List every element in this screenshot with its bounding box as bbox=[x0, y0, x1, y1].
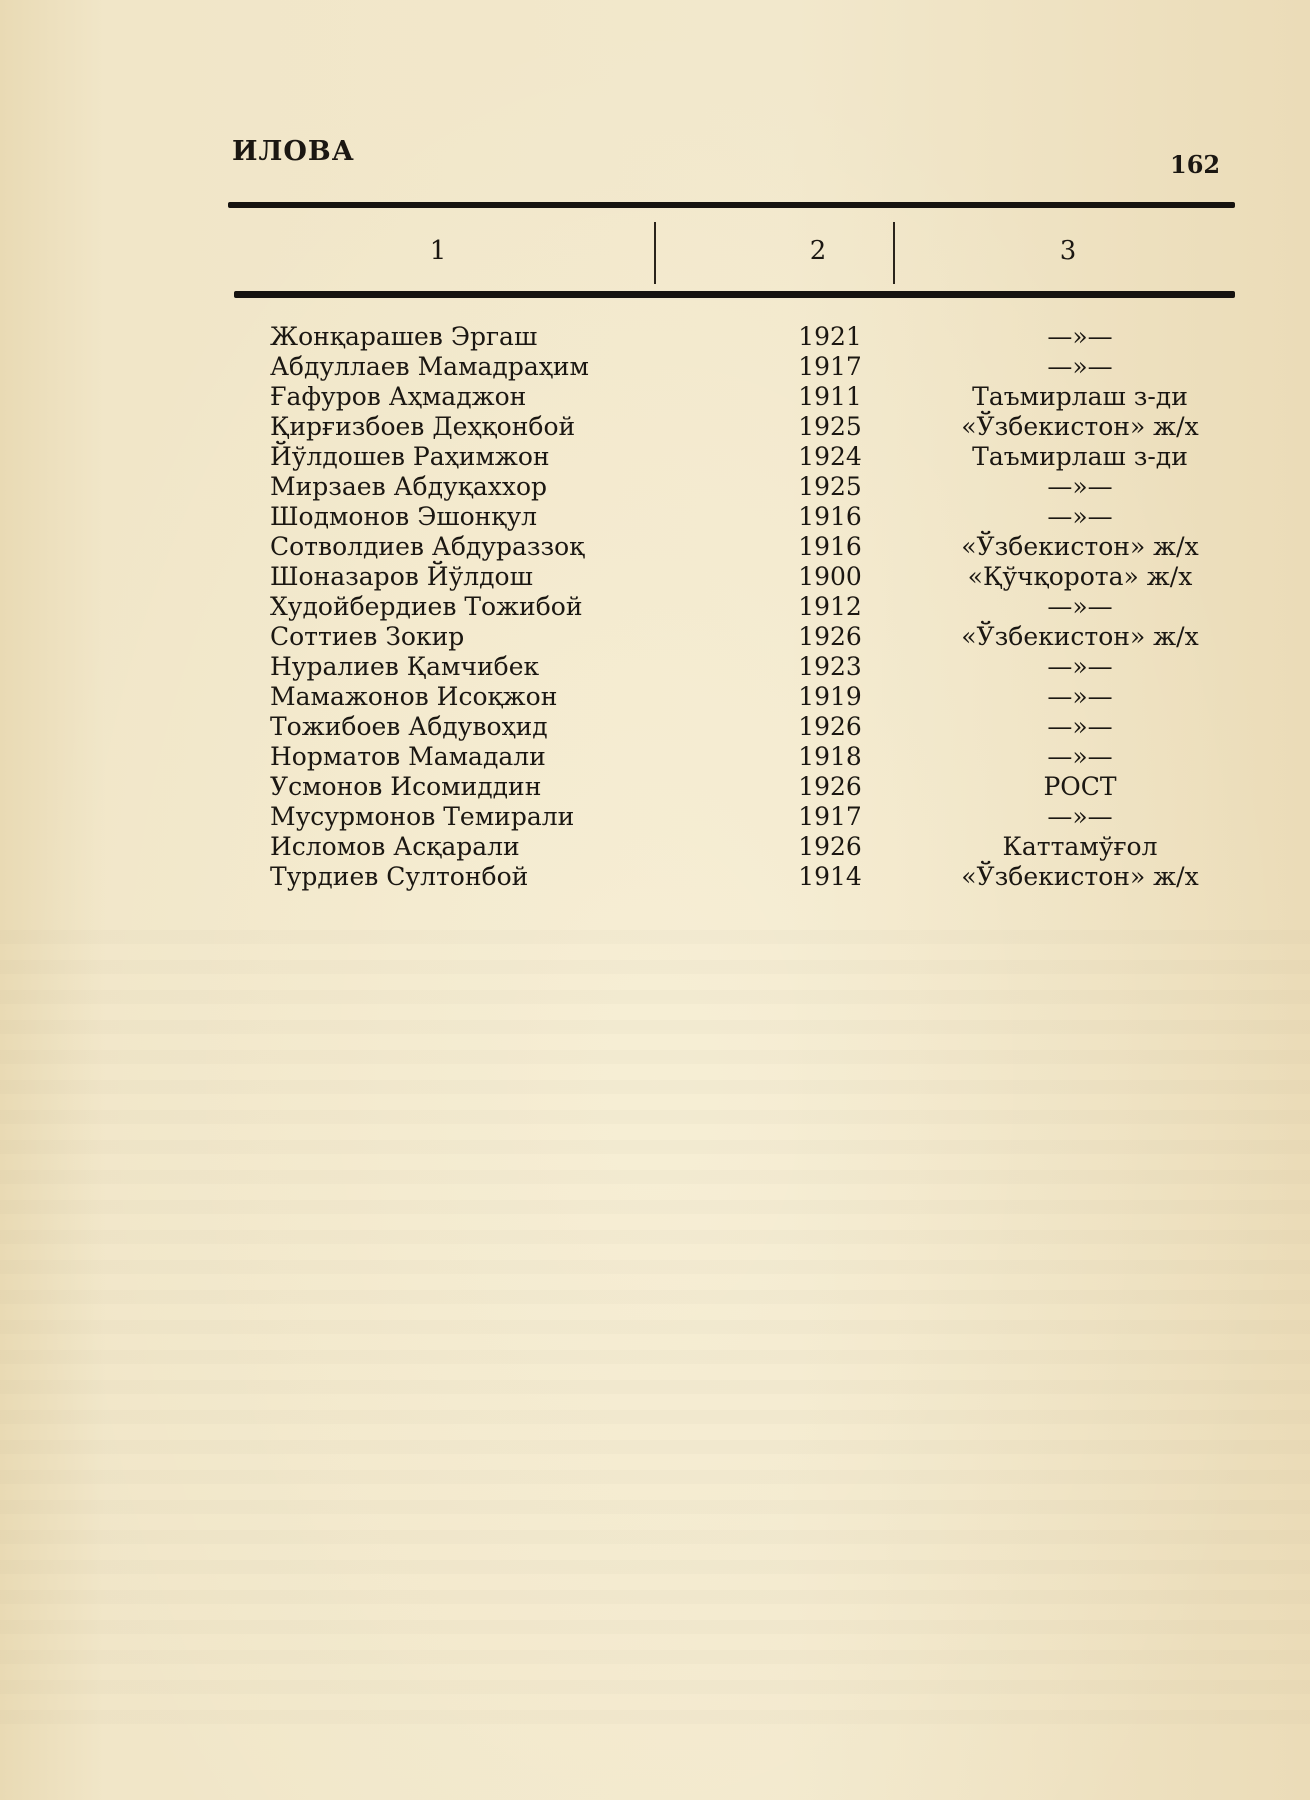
workplace: —»— bbox=[1047, 352, 1113, 381]
workplace: «Ўзбекистон» ж/х bbox=[961, 532, 1199, 561]
table-row bbox=[0, 352, 1310, 382]
person-name: Абдуллаев Мамадраҳим bbox=[270, 352, 589, 381]
table-row bbox=[0, 862, 1310, 892]
birth-year: 1900 bbox=[798, 562, 862, 591]
person-name: Исломов Асқарали bbox=[270, 832, 520, 861]
person-name: Усмонов Исомиддин bbox=[270, 772, 542, 801]
table-row bbox=[0, 532, 1310, 562]
workplace: —»— bbox=[1047, 712, 1113, 741]
table-row bbox=[0, 772, 1310, 802]
table-row bbox=[0, 592, 1310, 622]
column-divider bbox=[893, 222, 895, 284]
table-row bbox=[0, 322, 1310, 352]
workplace: «Қўчқорота» ж/х bbox=[967, 562, 1193, 591]
workplace: Таъмирлаш з-ди bbox=[972, 442, 1188, 471]
table-top-rule bbox=[228, 202, 1235, 208]
person-name: Мусурмонов Темирали bbox=[270, 802, 575, 831]
column-header-3: 3 bbox=[1059, 236, 1077, 266]
birth-year: 1919 bbox=[798, 682, 862, 711]
table-row bbox=[0, 472, 1310, 502]
birth-year: 1926 bbox=[798, 832, 862, 861]
table-row bbox=[0, 742, 1310, 772]
workplace: РОСТ bbox=[1043, 772, 1117, 801]
workplace: Таъмирлаш з-ди bbox=[972, 382, 1188, 411]
bleed-through-texture bbox=[0, 930, 1310, 1730]
birth-year: 1925 bbox=[798, 412, 862, 441]
birth-year: 1926 bbox=[798, 772, 862, 801]
table-row bbox=[0, 442, 1310, 472]
column-divider bbox=[654, 222, 656, 284]
person-name: Йўлдошев Раҳимжон bbox=[270, 442, 550, 471]
person-name: Соттиев Зокир bbox=[270, 622, 465, 651]
workplace: «Ўзбекистон» ж/х bbox=[961, 862, 1199, 891]
table-body bbox=[0, 322, 1310, 892]
person-name: Шоназаров Йўлдош bbox=[270, 562, 533, 591]
birth-year: 1921 bbox=[798, 322, 862, 351]
workplace: —»— bbox=[1047, 682, 1113, 711]
workplace: «Ўзбекистон» ж/х bbox=[961, 412, 1199, 441]
workplace: —»— bbox=[1047, 592, 1113, 621]
person-name: Жонқарашев Эргаш bbox=[270, 322, 538, 351]
table-header-rule bbox=[234, 291, 1235, 298]
workplace: «Ўзбекистон» ж/х bbox=[961, 622, 1199, 651]
page-number: 162 bbox=[1170, 150, 1221, 179]
workplace: —»— bbox=[1047, 652, 1113, 681]
workplace: —»— bbox=[1047, 802, 1113, 831]
person-name: Мамажонов Исоқжон bbox=[270, 682, 558, 711]
birth-year: 1912 bbox=[798, 592, 862, 621]
workplace: —»— bbox=[1047, 742, 1113, 771]
birth-year: 1911 bbox=[798, 382, 862, 411]
birth-year: 1926 bbox=[798, 712, 862, 741]
person-name: Мирзаев Абдуқаххор bbox=[270, 472, 548, 501]
table-row bbox=[0, 682, 1310, 712]
person-name: Шодмонов Эшонқул bbox=[270, 502, 538, 531]
workplace: —»— bbox=[1047, 472, 1113, 501]
birth-year: 1916 bbox=[798, 532, 862, 561]
birth-year: 1914 bbox=[798, 862, 862, 891]
person-name: Қирғизбоев Деҳқонбой bbox=[270, 412, 576, 441]
birth-year: 1924 bbox=[798, 442, 862, 471]
table-row bbox=[0, 802, 1310, 832]
person-name: Тожибоев Абдувоҳид bbox=[270, 712, 548, 741]
birth-year: 1917 bbox=[798, 352, 862, 381]
running-head: ИЛОВА bbox=[232, 136, 355, 167]
table-row bbox=[0, 562, 1310, 592]
person-name: Сотволдиев Абдураззоқ bbox=[270, 532, 585, 561]
birth-year: 1918 bbox=[798, 742, 862, 771]
table-row bbox=[0, 832, 1310, 862]
column-header-1: 1 bbox=[429, 236, 447, 266]
person-name: Ғафуров Аҳмаджон bbox=[270, 382, 527, 411]
birth-year: 1923 bbox=[798, 652, 862, 681]
table-row bbox=[0, 382, 1310, 412]
table-row bbox=[0, 622, 1310, 652]
table-row bbox=[0, 652, 1310, 682]
birth-year: 1925 bbox=[798, 472, 862, 501]
workplace: Каттамўғол bbox=[1002, 832, 1158, 861]
person-name: Норматов Мамадали bbox=[270, 742, 546, 771]
table-row bbox=[0, 712, 1310, 742]
birth-year: 1926 bbox=[798, 622, 862, 651]
person-name: Нуралиев Қамчибек bbox=[270, 652, 540, 681]
person-name: Худойбердиев Тожибой bbox=[270, 592, 583, 621]
birth-year: 1916 bbox=[798, 502, 862, 531]
workplace: —»— bbox=[1047, 322, 1113, 351]
workplace: —»— bbox=[1047, 502, 1113, 531]
column-header-2: 2 bbox=[809, 236, 827, 266]
person-name: Турдиев Султонбой bbox=[270, 862, 529, 891]
table-row bbox=[0, 502, 1310, 532]
birth-year: 1917 bbox=[798, 802, 862, 831]
table-row bbox=[0, 412, 1310, 442]
